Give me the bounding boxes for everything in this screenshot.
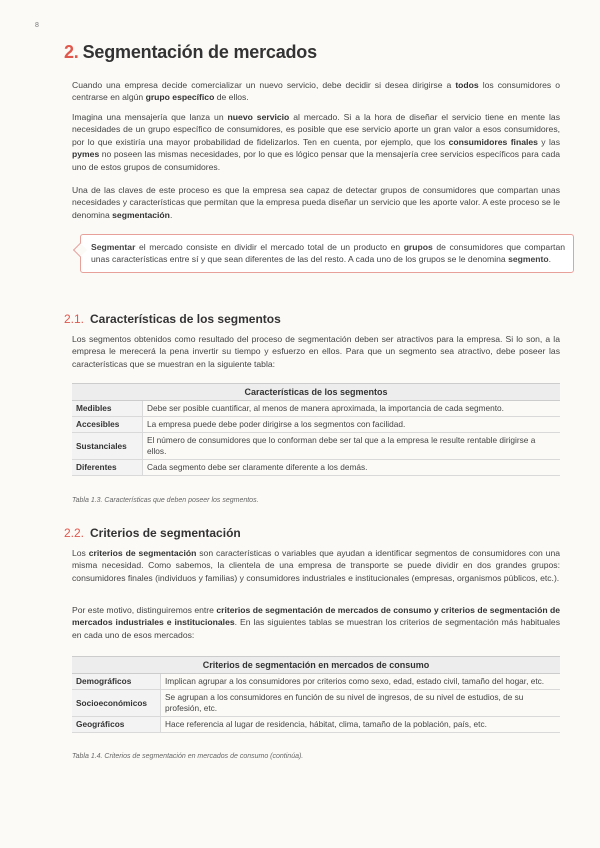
text: . En las siguientes tablas se muestran los criterios de segmentación más habituales en cada uno de esos mercados: [72,617,560,640]
subsection-title-text: Características de los segmentos [90,312,281,326]
subsection-number: 2.1. [64,312,85,326]
page-number: 8 [35,22,39,29]
table-row [72,690,560,717]
text: son características o variables que ayudan a identificar segmentos de consumidores con una misma necesidad. Como sabemos, la clientela de una empresa de transporte se puede dividir en dos grandes grupos: consumidores finales (individuos y familias) y consumidores industriales e institucionales (empresas, organismos públicos, etc.). [72,548,561,583]
paragraph-criteria-types [72,604,560,641]
table-row [72,417,560,433]
row-value: Se agrupan a los consumidores en función de su nivel de ingresos, de su nivel de estudios, de su profesión, etc. [161,690,561,717]
table-row [72,674,560,690]
bold-text: segmentación [112,209,170,220]
text: Por este motivo, distinguiremos entre [72,605,217,615]
subsection-title-criteria [64,526,241,540]
bold-text: grupo específico [145,92,215,103]
text: . [169,209,173,220]
table-row [72,717,560,733]
table-caption: Tabla 1.3. Características que deben poseer los segmentos. [72,497,259,504]
paragraph-example [72,111,560,173]
bold-text: pymes [72,149,100,160]
bold-text: consumidores finales [448,136,538,147]
text: y las [537,136,560,147]
table-caption: Tabla 1.4. Criterios de segmentación en mercados de consumo (continúa). [72,753,304,760]
text: . [548,254,552,265]
bold-text: criterios de segmentación de mercados de consumo y criterios de segmentación de mercados industriales e institucionales [72,605,561,628]
text: no poseen las mismas necesidades, por lo que es lógico pensar que la mensajería cree servicios específicos para cada uno de estos grupos de consumidores. [72,149,560,172]
row-key: Socioeconómicos [72,690,161,717]
text: Los [72,548,89,558]
table-header: Criterios de segmentación en mercados de consumo [72,657,560,674]
text: Una de las claves de este proceso es que la empresa sea capaz de detectar grupos de consumidores que compartan unas necesidades y características que permitan que la empresa pueda diseñar un servicio que les aporte valor. A este proceso se le denomina [72,185,560,220]
text: al mercado. Si a la hora de diseñar el servicio tiene en mente las necesidades de un grupo específico de consumidores, es posible que ese servicio aporte un gran valor a esos consumidores, por lo que existiría una mayor probabilidad de fidelizarlos. Ten en cuenta, por ejemplo, que los [72,112,560,147]
section-number: 2. [64,42,79,62]
consumer-criteria-table [72,656,560,733]
paragraph-characteristics: Los segmentos obtenidos como resultado del proceso de segmentación deben ser atractivos para la empresa. Si lo son, a la empresa le merecerá la pena invertir su tiempo y esfuerzo en ellos. Para que un segmento sea atractivo, debe poseer las características que se muestran en la siguiente tabla: [72,334,560,369]
paragraph-segmentation [72,184,560,221]
row-value: Implican agrupar a los consumidores por criterios como sexo, edad, estado civil, tamaño del hogar, etc. [161,674,561,690]
text: Imagina una mensajería que lanza un [72,112,228,122]
row-key: Sustanciales [72,433,143,460]
bold-text: Segmentar [91,242,136,252]
row-value: Cada segmento debe ser claramente diferente a los demás. [143,460,561,476]
table-row [72,401,560,417]
row-key: Demográficos [72,674,161,690]
row-value: Debe ser posible cuantificar, al menos de manera aproximada, la importancia de cada segmento. [143,401,561,417]
row-key: Diferentes [72,460,143,476]
section-title-text: Segmentación de mercados [82,42,317,62]
bold-text: todos [455,80,479,90]
paragraph-criteria [72,547,560,584]
paragraph-intro [72,79,560,104]
row-value: El número de consumidores que lo conforman debe ser tal que a la empresa le resulte rentable dirigirse a ellos. [143,433,561,460]
text: de consumidores que compartan unas características entre sí y que sean diferentes de las del resto. A cada uno de los grupos se le denomina [91,242,565,265]
text: Cuando una empresa decide comercializar un nuevo servicio, debe decidir si desea dirigirse a [72,80,456,90]
bold-text: nuevo servicio [227,112,290,122]
table-row [72,433,560,460]
section-title [64,42,317,63]
bold-text: grupos [403,242,433,252]
bold-text: segmento [508,254,549,265]
text: los consumidores o centrarse en algún [72,80,560,103]
table-row [72,460,560,476]
definition-note [80,234,574,273]
row-key: Accesibles [72,417,143,433]
text: de ellos. [214,92,249,103]
text: el mercado consiste en dividir el mercado total de un producto en [135,242,404,252]
row-key: Medibles [72,401,143,417]
row-value: Hace referencia al lugar de residencia, hábitat, clima, tamaño de la población, país, etc. [161,717,561,733]
row-value: La empresa puede debe poder dirigirse a los segmentos con facilidad. [143,417,561,433]
table-header: Características de los segmentos [72,384,560,401]
bold-text: criterios de segmentación [88,548,197,558]
subsection-title-characteristics [64,312,281,326]
characteristics-table [72,383,560,476]
subsection-number: 2.2. [64,526,85,540]
subsection-title-text: Criterios de segmentación [90,526,241,540]
row-key: Geográficos [72,717,161,733]
